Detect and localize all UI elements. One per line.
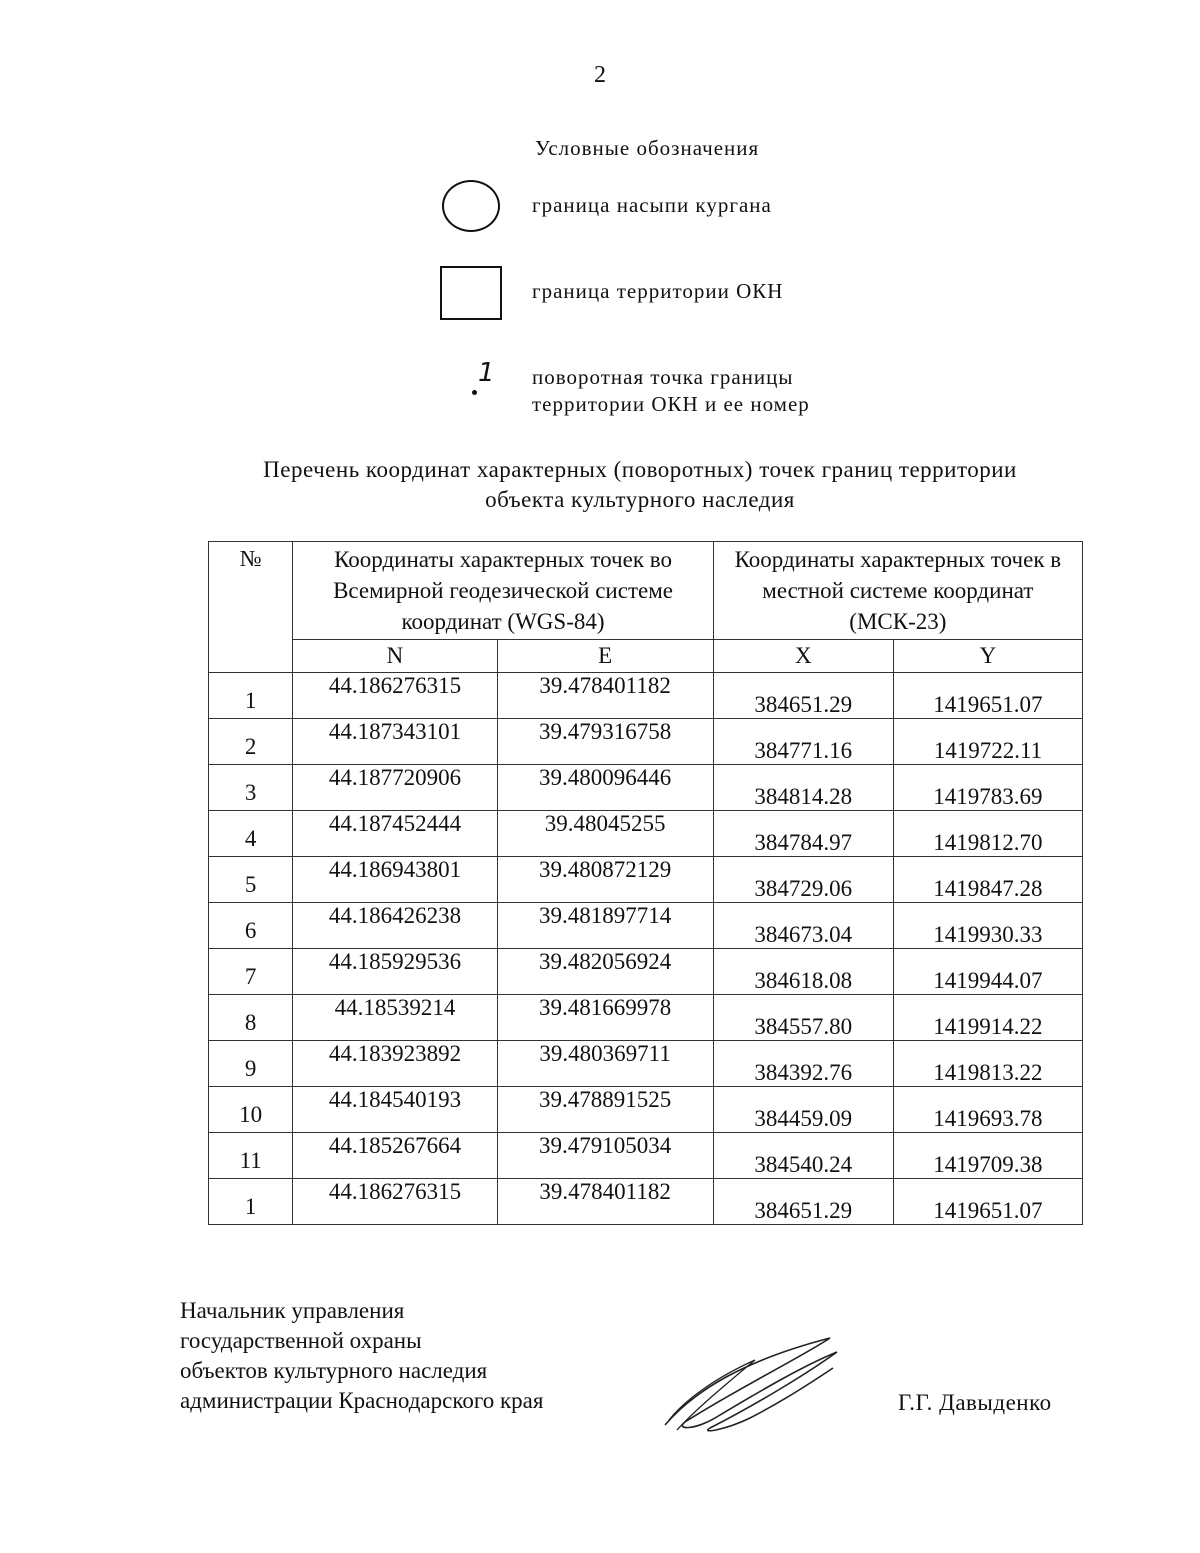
signer-name: Г.Г. Давыденко [898,1390,1052,1415]
cell-latitude-n: 44.186276315 [293,1179,497,1225]
cell-latitude-n: 44.186426238 [293,903,497,949]
signatory-title-line: государственной охраны [180,1328,422,1353]
cell-y: 1419914.22 [893,995,1082,1041]
table-row [209,903,1083,949]
cell-latitude-n: 44.185929536 [293,949,497,995]
table-row [209,1087,1083,1133]
header-number: № [209,542,293,673]
cell-y: 1419783.69 [893,765,1082,811]
cell-x: 384651.29 [713,1179,893,1225]
cell-longitude-e: 39.481669978 [497,995,713,1041]
cell-longitude-e: 39.48045255 [497,811,713,857]
cell-x: 384618.08 [713,949,893,995]
cell-y: 1419812.70 [893,811,1082,857]
point-dot-icon [472,390,477,395]
coordinate-list-title [0,455,1200,515]
square-outline-icon [440,266,502,320]
cell-x: 384651.29 [713,673,893,719]
table-subheader-row [209,640,1083,673]
table-row [209,1133,1083,1179]
circle-outline-icon [442,180,500,232]
cell-y: 1419651.07 [893,1179,1082,1225]
legend-label: граница территории ОКН [532,279,784,303]
cell-x: 384771.16 [713,719,893,765]
table-row [209,995,1083,1041]
row-number: 5 [209,857,293,903]
signatory-title [180,1296,543,1416]
cell-longitude-e: 39.479316758 [497,719,713,765]
header-wgs84: Координаты характерных точек во Всемирной геодезической системе координат (WGS-84) [293,542,713,640]
row-number: 4 [209,811,293,857]
cell-longitude-e: 39.482056924 [497,949,713,995]
title-line: Перечень координат характерных (поворотных) точек границ территории [263,457,1017,482]
title-line: объекта культурного наследия [485,487,795,512]
cell-y: 1419651.07 [893,673,1082,719]
cell-x: 384729.06 [713,857,893,903]
legend-label [532,364,810,418]
cell-x: 384392.76 [713,1041,893,1087]
table-row [209,811,1083,857]
page-number: 2 [594,62,606,88]
table-header-row [209,542,1083,640]
cell-longitude-e: 39.478401182 [497,673,713,719]
header-x: X [713,640,893,673]
cell-x: 384459.09 [713,1087,893,1133]
cell-latitude-n: 44.184540193 [293,1087,497,1133]
row-number: 2 [209,719,293,765]
header-n: N [293,640,497,673]
table-row [209,673,1083,719]
header-e: E [497,640,713,673]
row-number: 7 [209,949,293,995]
table-row [209,1041,1083,1087]
cell-longitude-e: 39.479105034 [497,1133,713,1179]
cell-y: 1419847.28 [893,857,1082,903]
cell-x: 384784.97 [713,811,893,857]
cell-longitude-e: 39.481897714 [497,903,713,949]
numbered-point-icon [468,358,498,404]
cell-latitude-n: 44.187452444 [293,811,497,857]
legend-label: граница насыпи кургана [532,193,772,217]
table-row [209,765,1083,811]
legend-label-line: территории ОКН и ее номер [532,392,810,416]
cell-latitude-n: 44.183923892 [293,1041,497,1087]
cell-longitude-e: 39.478401182 [497,1179,713,1225]
cell-longitude-e: 39.480872129 [497,857,713,903]
signatory-title-line: администрации Краснодарского края [180,1388,544,1413]
cell-x: 384540.24 [713,1133,893,1179]
table-row [209,857,1083,903]
cell-latitude-n: 44.187343101 [293,719,497,765]
cell-y: 1419722.11 [893,719,1082,765]
row-number: 1 [209,1179,293,1225]
table-row [209,719,1083,765]
row-number: 6 [209,903,293,949]
point-number: 1 [478,358,495,388]
cell-longitude-e: 39.480369711 [497,1041,713,1087]
cell-y: 1419944.07 [893,949,1082,995]
row-number: 10 [209,1087,293,1133]
handwritten-signature [655,1330,845,1440]
row-number: 9 [209,1041,293,1087]
cell-longitude-e: 39.480096446 [497,765,713,811]
table-row [209,949,1083,995]
cell-y: 1419813.22 [893,1041,1082,1087]
cell-longitude-e: 39.478891525 [497,1087,713,1133]
cell-latitude-n: 44.185267664 [293,1133,497,1179]
cell-x: 384557.80 [713,995,893,1041]
signatory-title-line: объектов культурного наследия [180,1358,488,1383]
row-number: 1 [209,673,293,719]
row-number: 11 [209,1133,293,1179]
legend-label-line: поворотная точка границы [532,365,794,389]
cell-latitude-n: 44.186943801 [293,857,497,903]
header-y: Y [893,640,1082,673]
header-msk23: Координаты характерных точек в местной системе координат (МСК-23) [713,542,1082,640]
cell-x: 384814.28 [713,765,893,811]
cell-y: 1419709.38 [893,1133,1082,1179]
cell-latitude-n: 44.187720906 [293,765,497,811]
row-number: 8 [209,995,293,1041]
cell-x: 384673.04 [713,903,893,949]
legend-title: Условные обозначения [535,136,760,160]
row-number: 3 [209,765,293,811]
table-row [209,1179,1083,1225]
cell-latitude-n: 44.186276315 [293,673,497,719]
cell-y: 1419930.33 [893,903,1082,949]
cell-y: 1419693.78 [893,1087,1082,1133]
cell-latitude-n: 44.18539214 [293,995,497,1041]
signatory-title-line: Начальник управления [180,1298,405,1323]
coordinates-table [208,541,1083,1225]
